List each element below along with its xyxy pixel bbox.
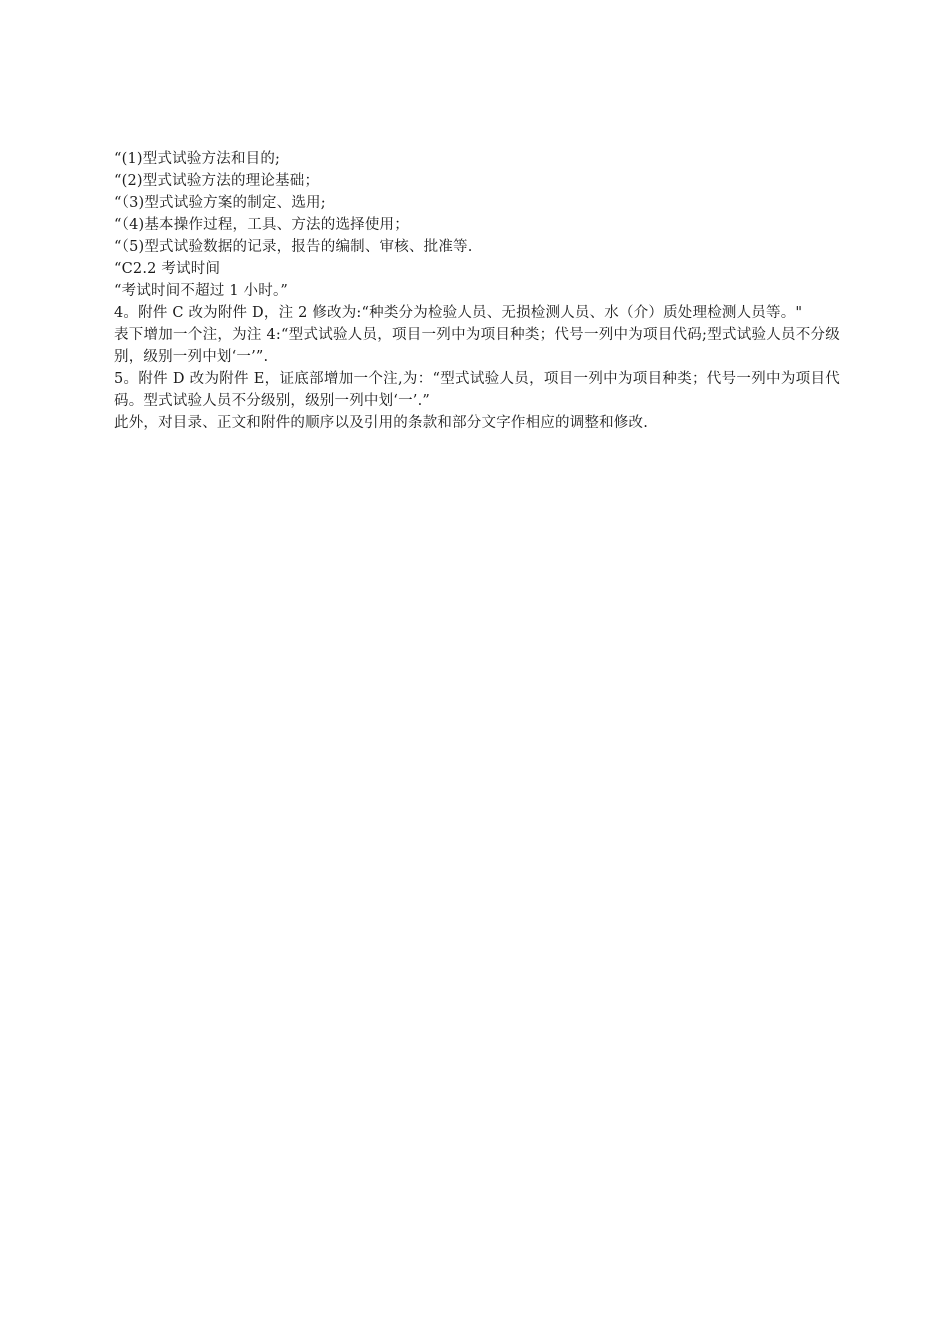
closing-text: 此外，对目录、正文和附件的顺序以及引用的条款和部分文字作相应的调整和修改.	[114, 415, 649, 431]
paragraph-item-5: “（5)型式试验数据的记录，报告的编制、审核、批准等.	[114, 239, 473, 255]
amendment-5-text: 5。附件 D 改为附件 E，证底部增加一个注,为：“型式试验人员，项目一列中为项目种类；代号一列中为项目代码。型式试验人员不分级别，级别一列中划‘一’.”	[114, 371, 840, 409]
section-heading-c2-2: “C2.2 考试时间	[114, 261, 221, 277]
paragraph-item-1: “(1)型式试验方法和目的;	[114, 151, 281, 167]
paragraph-item-4: “（4)基本操作过程，工具、方法的选择使用；	[114, 217, 409, 233]
paragraph-item-2: “(2)型式试验方法的理论基础；	[114, 173, 320, 189]
exam-time-text: “考试时间不超过 1 小时。”	[114, 283, 289, 299]
document-body	[114, 148, 840, 434]
table-note-text: 表下增加一个注，为注 4:“型式试验人员，项目一列中为项目种类；代号一列中为项目代码;型式试验人员不分级别，级别一列中划‘一’”.	[114, 327, 840, 365]
amendment-4-text: 4。附件 C 改为附件 D，注 2 修改为:“种类分为检验人员、无损检测人员、水（介）质处理检测人员等。"	[114, 305, 803, 321]
paragraph-item-3: “（3)型式试验方案的制定、选用;	[114, 195, 326, 211]
